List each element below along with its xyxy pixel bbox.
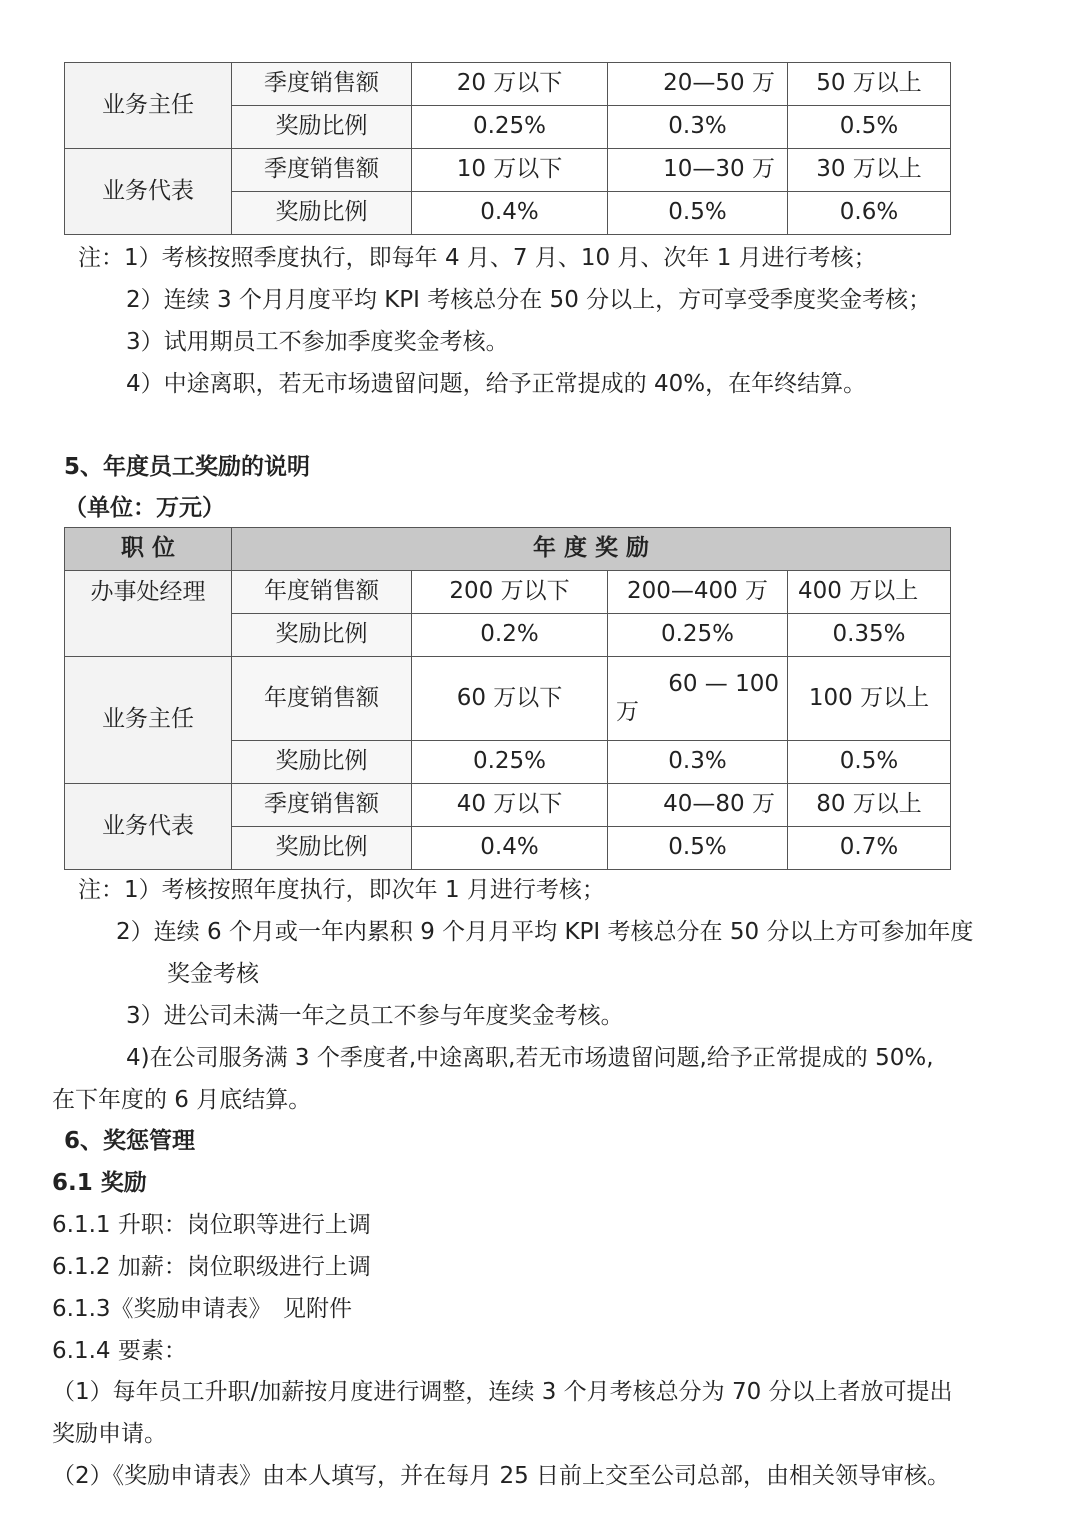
value-cell: 20 万以下 <box>412 63 608 106</box>
value-cell: 30 万以上 <box>788 149 951 192</box>
unit-label: （单位：万元） <box>64 495 225 521</box>
table-row <box>65 149 951 192</box>
note-1: 注：1）考核按照季度执行，即每年 4 月、7 月、10 月、次年 1 月进行考核； <box>78 245 877 271</box>
table-header-row <box>65 528 951 571</box>
label-cell: 奖励比例 <box>232 106 412 149</box>
value-cell: 80 万以上 <box>788 784 951 827</box>
note-4-cont: 在下年度的 6 月底结算。 <box>52 1087 312 1113</box>
value-cell: 60 万以下 <box>412 657 608 741</box>
note-2: 2）连续 6 个月或一年内累积 9 个月月平均 KPI 考核总分在 50 分以上方可参加年度 <box>116 919 974 945</box>
label-cell: 奖励比例 <box>232 827 412 870</box>
value-cell: 0.2% <box>412 614 608 657</box>
note-2-cont: 奖金考核 <box>167 961 259 987</box>
subsection-title: 6.1 奖励 <box>52 1170 147 1196</box>
value-cell: 0.4% <box>412 827 608 870</box>
label-cell: 季度销售额 <box>232 784 412 827</box>
value-cell: 100 万以上 <box>788 657 951 741</box>
header-bonus: 年 度 奖 励 <box>232 528 951 571</box>
note-1: 注：1）考核按照年度执行，即次年 1 月进行考核； <box>78 877 605 903</box>
value-cell: 10 万以下 <box>412 149 608 192</box>
value-cell: 0.5% <box>788 741 951 784</box>
role-cell: 业务主任 <box>65 657 232 784</box>
note-3: 3）试用期员工不参加季度奖金考核。 <box>126 329 509 355</box>
label-cell: 年度销售额 <box>232 571 412 614</box>
value-cell: 0.6% <box>788 192 951 235</box>
label-cell: 奖励比例 <box>232 614 412 657</box>
value-cell: 0.3% <box>608 741 788 784</box>
label-cell: 奖励比例 <box>232 741 412 784</box>
value-cell: 200—400 万 <box>608 571 788 614</box>
quarterly-bonus-table <box>64 62 951 235</box>
value-cell: 10—30 万 <box>608 149 788 192</box>
value-cell: 0.25% <box>412 741 608 784</box>
list-item: 6.1.1 升职：岗位职等进行上调 <box>52 1212 371 1238</box>
value-cell: 0.7% <box>788 827 951 870</box>
annual-bonus-table <box>64 527 951 870</box>
list-item: 6.1.3《奖励申请表》 见附件 <box>52 1296 353 1322</box>
value-cell: 0.25% <box>412 106 608 149</box>
list-item: 6.1.2 加薪：岗位职级进行上调 <box>52 1254 371 1280</box>
value-cell: 0.5% <box>788 106 951 149</box>
note-2: 2）连续 3 个月月度平均 KPI 考核总分在 50 分以上，方可享受季度奖金考核； <box>126 287 932 313</box>
value-cell: 200 万以下 <box>412 571 608 614</box>
value-line: 万 <box>616 698 639 725</box>
table-row <box>65 63 951 106</box>
value-cell: 50 万以上 <box>788 63 951 106</box>
paragraph-1: （1）每年员工升职/加薪按月度进行调整，连续 3 个月考核总分为 70 分以上者放可提出 <box>52 1379 953 1405</box>
value-cell <box>608 657 788 741</box>
value-cell: 0.5% <box>608 827 788 870</box>
paragraph-2: （2）《奖励申请表》由本人填写，并在每月 25 日前上交至公司总部，由相关领导审核。 <box>52 1463 951 1489</box>
role-cell: 业务代表 <box>65 784 232 870</box>
list-item: 6.1.4 要素： <box>52 1338 187 1364</box>
table-row <box>65 571 951 614</box>
header-position: 职 位 <box>65 528 232 571</box>
value-cell: 40 万以下 <box>412 784 608 827</box>
note-4: 4)在公司服务满 3 个季度者,中途离职,若无市场遗留问题,给予正常提成的 50%, <box>126 1045 934 1071</box>
label-cell: 奖励比例 <box>232 192 412 235</box>
label-cell: 季度销售额 <box>232 63 412 106</box>
label-cell: 季度销售额 <box>232 149 412 192</box>
value-line: 60 — 100 <box>668 670 779 697</box>
label-cell: 年度销售额 <box>232 657 412 741</box>
section-5-title: 5、年度员工奖励的说明 <box>64 454 311 480</box>
role-cell: 业务代表 <box>65 149 232 235</box>
value-cell: 0.5% <box>608 192 788 235</box>
section-6-title: 6、奖惩管理 <box>64 1128 196 1154</box>
role-cell: 办事处经理 <box>65 571 232 657</box>
value-cell: 0.25% <box>608 614 788 657</box>
value-cell: 40—80 万 <box>608 784 788 827</box>
paragraph-1-cont: 奖励申请。 <box>52 1421 167 1447</box>
value-cell: 0.4% <box>412 192 608 235</box>
value-cell: 0.3% <box>608 106 788 149</box>
note-4: 4）中途离职，若无市场遗留问题，给予正常提成的 40%，在年终结算。 <box>126 371 867 397</box>
note-3: 3）进公司未满一年之员工不参与年度奖金考核。 <box>126 1003 624 1029</box>
role-cell: 业务主任 <box>65 63 232 149</box>
value-cell: 0.35% <box>788 614 951 657</box>
value-cell: 20—50 万 <box>608 63 788 106</box>
table-row <box>65 657 951 741</box>
table-row <box>65 784 951 827</box>
value-cell: 400 万以上 <box>788 571 951 614</box>
